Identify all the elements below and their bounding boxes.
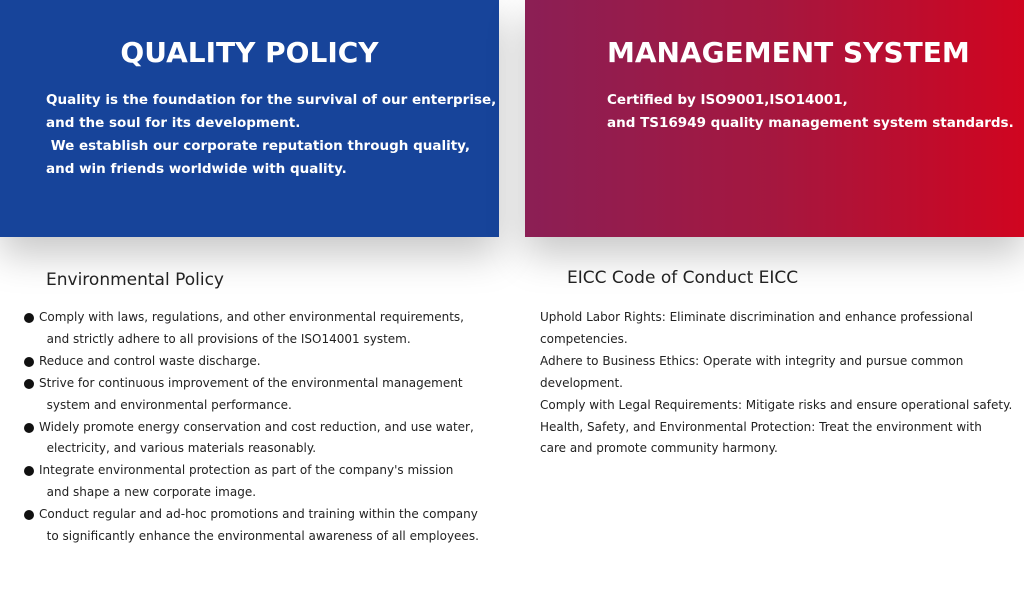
management-system-title: MANAGEMENT SYSTEM — [607, 36, 970, 69]
bullet-icon — [24, 379, 34, 389]
bullet-icon — [24, 423, 34, 433]
quality-policy-title: QUALITY POLICY — [120, 36, 379, 69]
list-item: Uphold Labor Rights: Eliminate discrimination and enhance professional competencies. — [540, 310, 974, 346]
list-item — [22, 417, 479, 461]
list-item-text: Strive for continuous improvement of the environmental management system and environmental performance. — [39, 375, 463, 412]
list-item-text: Conduct regular and ad-hoc promotions and training within the company to significantly enhance the environmental awareness of all employees. — [39, 507, 479, 544]
list-item: Health, Safety, and Environmental Protection: Treat the environment with care and promote community harmony. — [540, 419, 982, 456]
list-item — [22, 373, 479, 417]
management-system-panel — [525, 0, 1024, 237]
list-item — [22, 504, 479, 548]
eicc-list — [540, 307, 1012, 460]
list-item — [22, 307, 479, 351]
environmental-policy-list — [22, 307, 479, 548]
environmental-policy-heading: Environmental Policy — [46, 270, 224, 290]
quality-policy-panel — [0, 0, 499, 237]
bullet-icon — [24, 313, 34, 323]
list-item-text: Widely promote energy conservation and cost reduction, and use water, electricity, and various materials reasonably. — [39, 419, 474, 456]
list-item: Comply with Legal Requirements: Mitigate risks and ensure operational safety. — [540, 397, 1013, 412]
list-item — [22, 351, 479, 373]
management-system-text: Certified by ISO9001,ISO14001, and TS16949 quality management system standards. — [607, 92, 1014, 131]
list-item: Adhere to Business Ethics: Operate with integrity and pursue common development. — [540, 353, 964, 390]
bullet-icon — [24, 466, 34, 476]
list-item — [22, 460, 479, 504]
list-item-text: Comply with laws, regulations, and other environmental requirements, and strictly adhere to all provisions of the ISO14001 system. — [39, 310, 464, 346]
bullet-icon — [24, 510, 34, 520]
eicc-heading: EICC Code of Conduct EICC — [567, 268, 799, 288]
list-item-text: Reduce and control waste discharge. — [39, 353, 261, 368]
list-item-text: Integrate environmental protection as part of the company's mission and shape a new corporate image. — [39, 463, 454, 500]
bullet-icon — [24, 357, 34, 367]
quality-policy-text: Quality is the foundation for the survival of our enterprise, and the soul for its development. We establish our corporate reputation through quality, and win friends worldwide with quality. — [46, 92, 497, 177]
